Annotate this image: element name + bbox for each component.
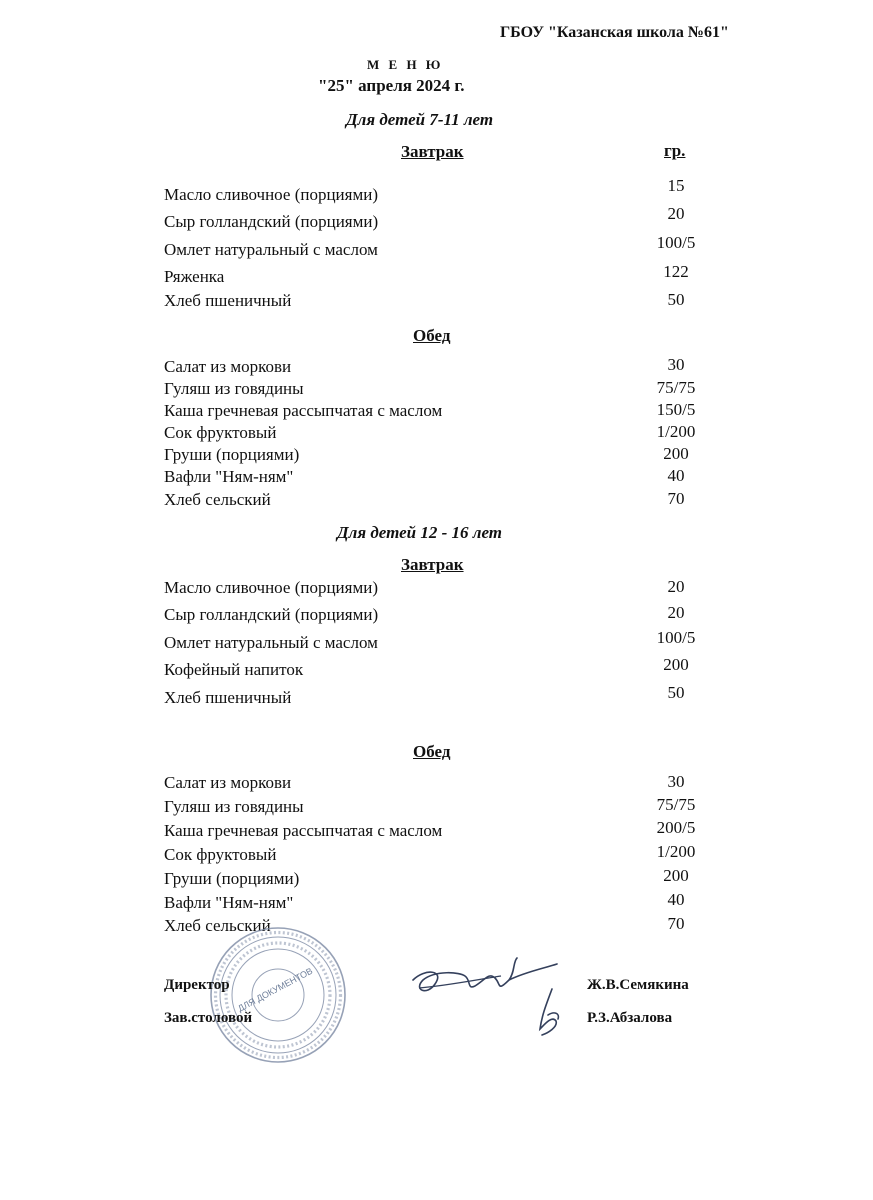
age-group-2-title: Для детей 12 - 16 лет — [337, 523, 503, 542]
menu-item-name: Масло сливочное (порциями) — [164, 578, 378, 597]
menu-item-quantity: 200 — [663, 866, 689, 885]
canteen-head-title: Зав.столовой — [164, 1010, 253, 1026]
menu-item-quantity: 75/75 — [656, 378, 696, 397]
director-name: Ж.В.Семякина — [587, 977, 689, 993]
menu-item-quantity: 100/5 — [656, 628, 696, 647]
menu-item-name: Каша гречневая рассыпчатая с маслом — [164, 821, 443, 840]
menu-item-quantity: 122 — [663, 262, 689, 281]
menu-item-quantity: 1/200 — [656, 842, 696, 861]
menu-item-quantity: 70 — [667, 914, 685, 933]
menu-item-quantity: 20 — [667, 204, 685, 223]
menu-item-quantity: 200 — [663, 444, 689, 463]
menu-item-quantity: 100/5 — [656, 233, 696, 252]
menu-item-name: Ряженка — [164, 267, 225, 286]
menu-item-name: Хлеб сельский — [164, 916, 271, 935]
menu-item-name: Вафли "Ням-ням" — [164, 467, 294, 486]
menu-item-quantity: 200/5 — [656, 818, 696, 837]
menu-item-name: Салат из моркови — [164, 773, 292, 792]
menu-item-quantity: 30 — [667, 355, 685, 374]
menu-item-name: Салат из моркови — [164, 357, 292, 376]
menu-item-quantity: 40 — [667, 890, 685, 909]
menu-item-quantity: 40 — [667, 466, 685, 485]
menu-item-name: Гуляш из говядины — [164, 797, 304, 816]
menu-item-name: Хлеб пшеничный — [164, 688, 292, 707]
unit-label: гр. — [664, 141, 686, 160]
menu-item-quantity: 70 — [667, 489, 685, 508]
school-stamp — [208, 925, 348, 1065]
menu-item-name: Сыр голландский (порциями) — [164, 605, 379, 624]
menu-item-name: Груши (порциями) — [164, 445, 300, 464]
menu-item-name: Хлеб пшеничный — [164, 291, 292, 310]
menu-item-quantity: 200 — [663, 655, 689, 674]
group2-breakfast-title: Завтрак — [401, 555, 464, 574]
menu-item-name: Омлет натуральный с маслом — [164, 240, 378, 259]
stamp-center-text: ДЛЯ ДОКУМЕНТОВ — [236, 965, 315, 1014]
group1-lunch-title: Обед — [413, 326, 451, 345]
menu-item-name: Кофейный напиток — [164, 660, 304, 679]
menu-item-name: Груши (порциями) — [164, 869, 300, 888]
menu-date: "25" апреля 2024 г. — [318, 76, 465, 95]
menu-title: М Е Н Ю — [367, 57, 444, 72]
menu-item-name: Масло сливочное (порциями) — [164, 185, 378, 204]
menu-item-name: Вафли "Ням-ням" — [164, 893, 294, 912]
menu-item-quantity: 20 — [667, 577, 685, 596]
menu-item-quantity: 75/75 — [656, 795, 696, 814]
canteen-head-name: Р.З.Абзалова — [587, 1010, 673, 1026]
group2-lunch-title: Обед — [413, 742, 451, 761]
menu-item-name: Сыр голландский (порциями) — [164, 212, 379, 231]
menu-item-quantity: 150/5 — [656, 400, 696, 419]
menu-item-name: Сок фруктовый — [164, 845, 277, 864]
director-title: Директор — [164, 977, 230, 993]
menu-item-name: Каша гречневая рассыпчатая с маслом — [164, 401, 443, 420]
menu-item-quantity: 50 — [667, 290, 685, 309]
menu-item-quantity: 20 — [667, 603, 685, 622]
menu-item-quantity: 1/200 — [656, 422, 696, 441]
group1-breakfast-title: Завтрак — [401, 142, 464, 161]
menu-item-quantity: 30 — [667, 772, 685, 791]
canteen-signature-mark — [530, 985, 570, 1045]
menu-item-quantity: 50 — [667, 683, 685, 702]
organization-name: ГБОУ "Казанская школа №61" — [500, 24, 729, 41]
menu-item-quantity: 15 — [667, 176, 685, 195]
menu-item-name: Хлеб сельский — [164, 490, 271, 509]
menu-item-name: Омлет натуральный с маслом — [164, 633, 378, 652]
menu-item-name: Гуляш из говядины — [164, 379, 304, 398]
age-group-1-title: Для детей 7-11 лет — [346, 110, 494, 129]
menu-item-name: Сок фруктовый — [164, 423, 277, 442]
